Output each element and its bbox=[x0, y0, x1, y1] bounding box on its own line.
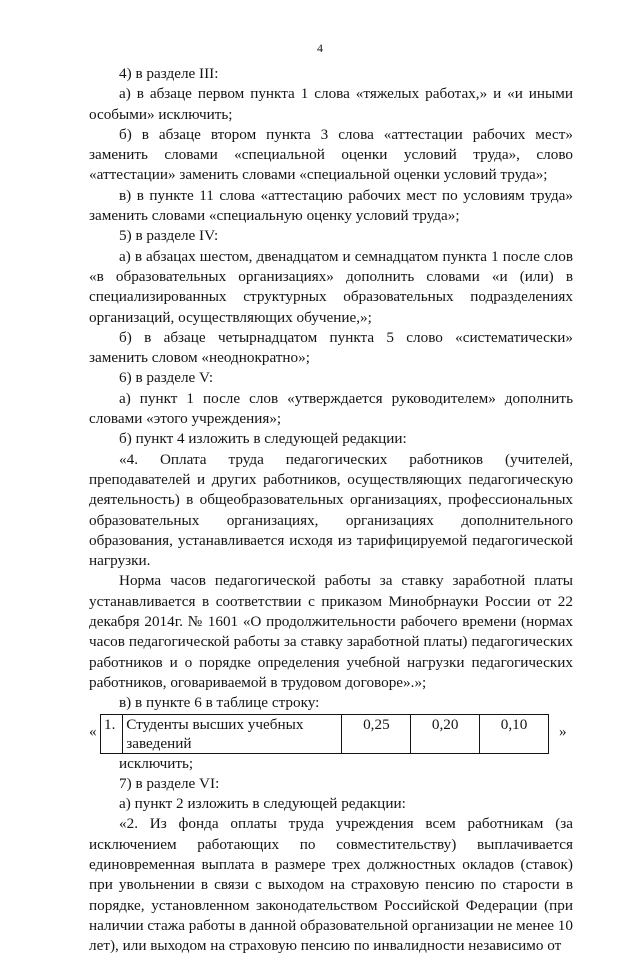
paragraph: а) пункт 2 изложить в следующей редакции: bbox=[119, 795, 406, 813]
paragraph: 6) в разделе V: bbox=[119, 369, 214, 387]
closing-quote: » bbox=[559, 722, 567, 740]
paragraph: 5) в разделе IV: bbox=[119, 227, 219, 245]
paragraph: «4. Оплата труда педагогических работников (учителей, преподавателей и других работников, осуществляющих педагогическую деятельность) в общеобразовательных организациях, профессиональных образовательных организациях, организациях дополнительного образования, устанавливается исходя из тарифицируемой педагогической нагрузки. bbox=[89, 450, 573, 570]
paragraph: в) в пункте 11 слова «аттестацию рабочих мест по условиям труда» заменить словами «специальную оценку условий труда»; bbox=[89, 186, 573, 225]
paragraph: а) пункт 1 после слов «утверждается руководителем» дополнить словами «этого учреждения»; bbox=[89, 389, 573, 428]
value-cell: 0,25 bbox=[342, 714, 411, 753]
row-number-cell: 1. bbox=[101, 714, 123, 753]
paragraph: а) в абзаце первом пункта 1 слова «тяжелых работах,» и «и иными особыми» исключить; bbox=[89, 85, 573, 123]
value-cell: 0,20 bbox=[411, 714, 480, 753]
page-number: 4 bbox=[317, 41, 323, 55]
table-row bbox=[101, 714, 549, 753]
quoted-table-row bbox=[89, 714, 573, 750]
opening-quote: « bbox=[89, 722, 97, 740]
paragraph: исключить; bbox=[119, 754, 194, 772]
paragraph: б) пункт 4 изложить в следующей редакции: bbox=[119, 430, 407, 448]
paragraph: б) в абзаце четырнадцатом пункта 5 слово «систематически» заменить словом «неоднократно»; bbox=[89, 328, 573, 367]
paragraph: б) в абзаце втором пункта 3 слова «аттестации рабочих мест» заменить словами «специальной оценки условий труда», слово «аттестации» заменить словами «специальной оценки условий труда»; bbox=[89, 125, 573, 184]
paragraph: 4) в разделе III: bbox=[119, 65, 219, 82]
row-name-cell: Студенты высших учебных заведений bbox=[123, 714, 342, 753]
paragraph: Норма часов педагогической работы за ставку заработной платы устанавливается в соответствии с приказом Минобрнауки России от 22 декабря 2014г. № 1601 «О продолжительности рабочего времени (нормах часов педагогической работы за ставку заработной платы) педагогических работников и о порядке определения учебной нагрузки педагогических работников, оговариваемой в трудовом договоре».»; bbox=[89, 572, 573, 691]
paragraph: 7) в разделе VI: bbox=[119, 774, 220, 792]
document-body bbox=[89, 64, 573, 956]
paragraph: «2. Из фонда оплаты труда учреждения всем работникам (за исключением работающих по совместительству) выплачивается единовременная выплата в размере трех должностных окладов (ставок) при увольнении в связи с выходом на страховую пенсию по старости в порядке, установленном законодательством Российской Федерации (при наличии стажа работы в данной образовательной организации не менее 10 лет), или выходом на страховую пенсию по инвалидности независимо от bbox=[89, 815, 573, 955]
payment-table bbox=[100, 714, 549, 754]
paragraph: а) в абзацах шестом, двенадцатом и семнадцатом пункта 1 после слов «в образовательных организациях» дополнить словами «и (или) в специализированных структурных образовательных подразделениях организаций, осуществляющих обучение,»; bbox=[89, 247, 573, 326]
value-cell: 0,10 bbox=[480, 714, 549, 753]
paragraph: в) в пункте 6 в таблице строку: bbox=[119, 694, 320, 712]
